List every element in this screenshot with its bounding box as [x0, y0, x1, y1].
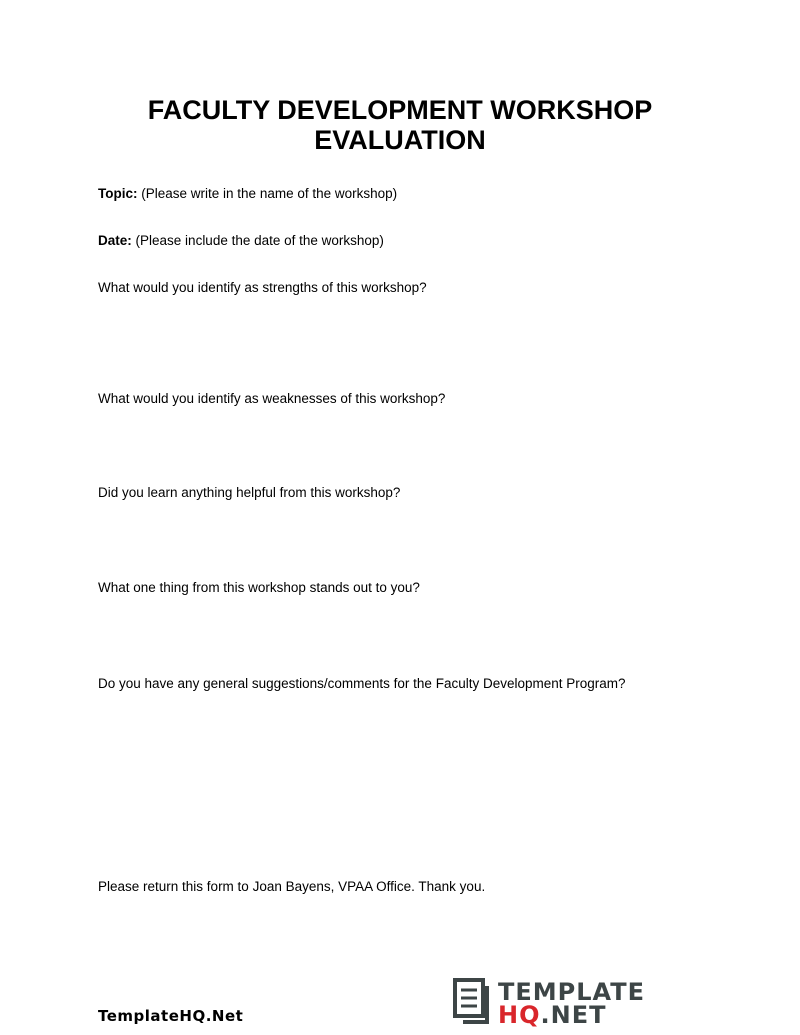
logo-text-line-1: TEMPLATE	[498, 978, 646, 1006]
form-title-line-2: EVALUATION	[314, 125, 486, 155]
form-title-line-1: FACULTY DEVELOPMENT WORKSHOP	[147, 95, 653, 125]
closing-note: Please return this form to Joan Bayens, VPAA Office. Thank you.	[98, 879, 486, 894]
question-strengths: What would you identify as strengths of this workshop?	[98, 280, 427, 295]
date-field	[98, 233, 384, 249]
topic-hint: (Please write in the name of the workshop)	[141, 186, 398, 201]
document-icon	[452, 977, 496, 1027]
footer-site-name: TemplateHQ.Net	[98, 1007, 244, 1025]
question-learned: Did you learn anything helpful from this workshop?	[98, 485, 401, 500]
logo-hq: HQ	[498, 1001, 541, 1029]
topic-field	[98, 186, 397, 202]
date-label: Date:	[98, 233, 132, 248]
templatehq-logo	[452, 977, 646, 1029]
logo-text-line-2	[498, 1001, 607, 1029]
logo-net: .NET	[540, 1001, 607, 1029]
date-hint: (Please include the date of the workshop)	[135, 233, 384, 248]
question-weaknesses: What would you identify as weaknesses of this workshop?	[98, 391, 446, 406]
question-stands-out: What one thing from this workshop stands out to you?	[98, 580, 420, 595]
question-suggestions: Do you have any general suggestions/comments for the Faculty Development Program?	[98, 676, 626, 691]
topic-label: Topic:	[98, 186, 138, 201]
